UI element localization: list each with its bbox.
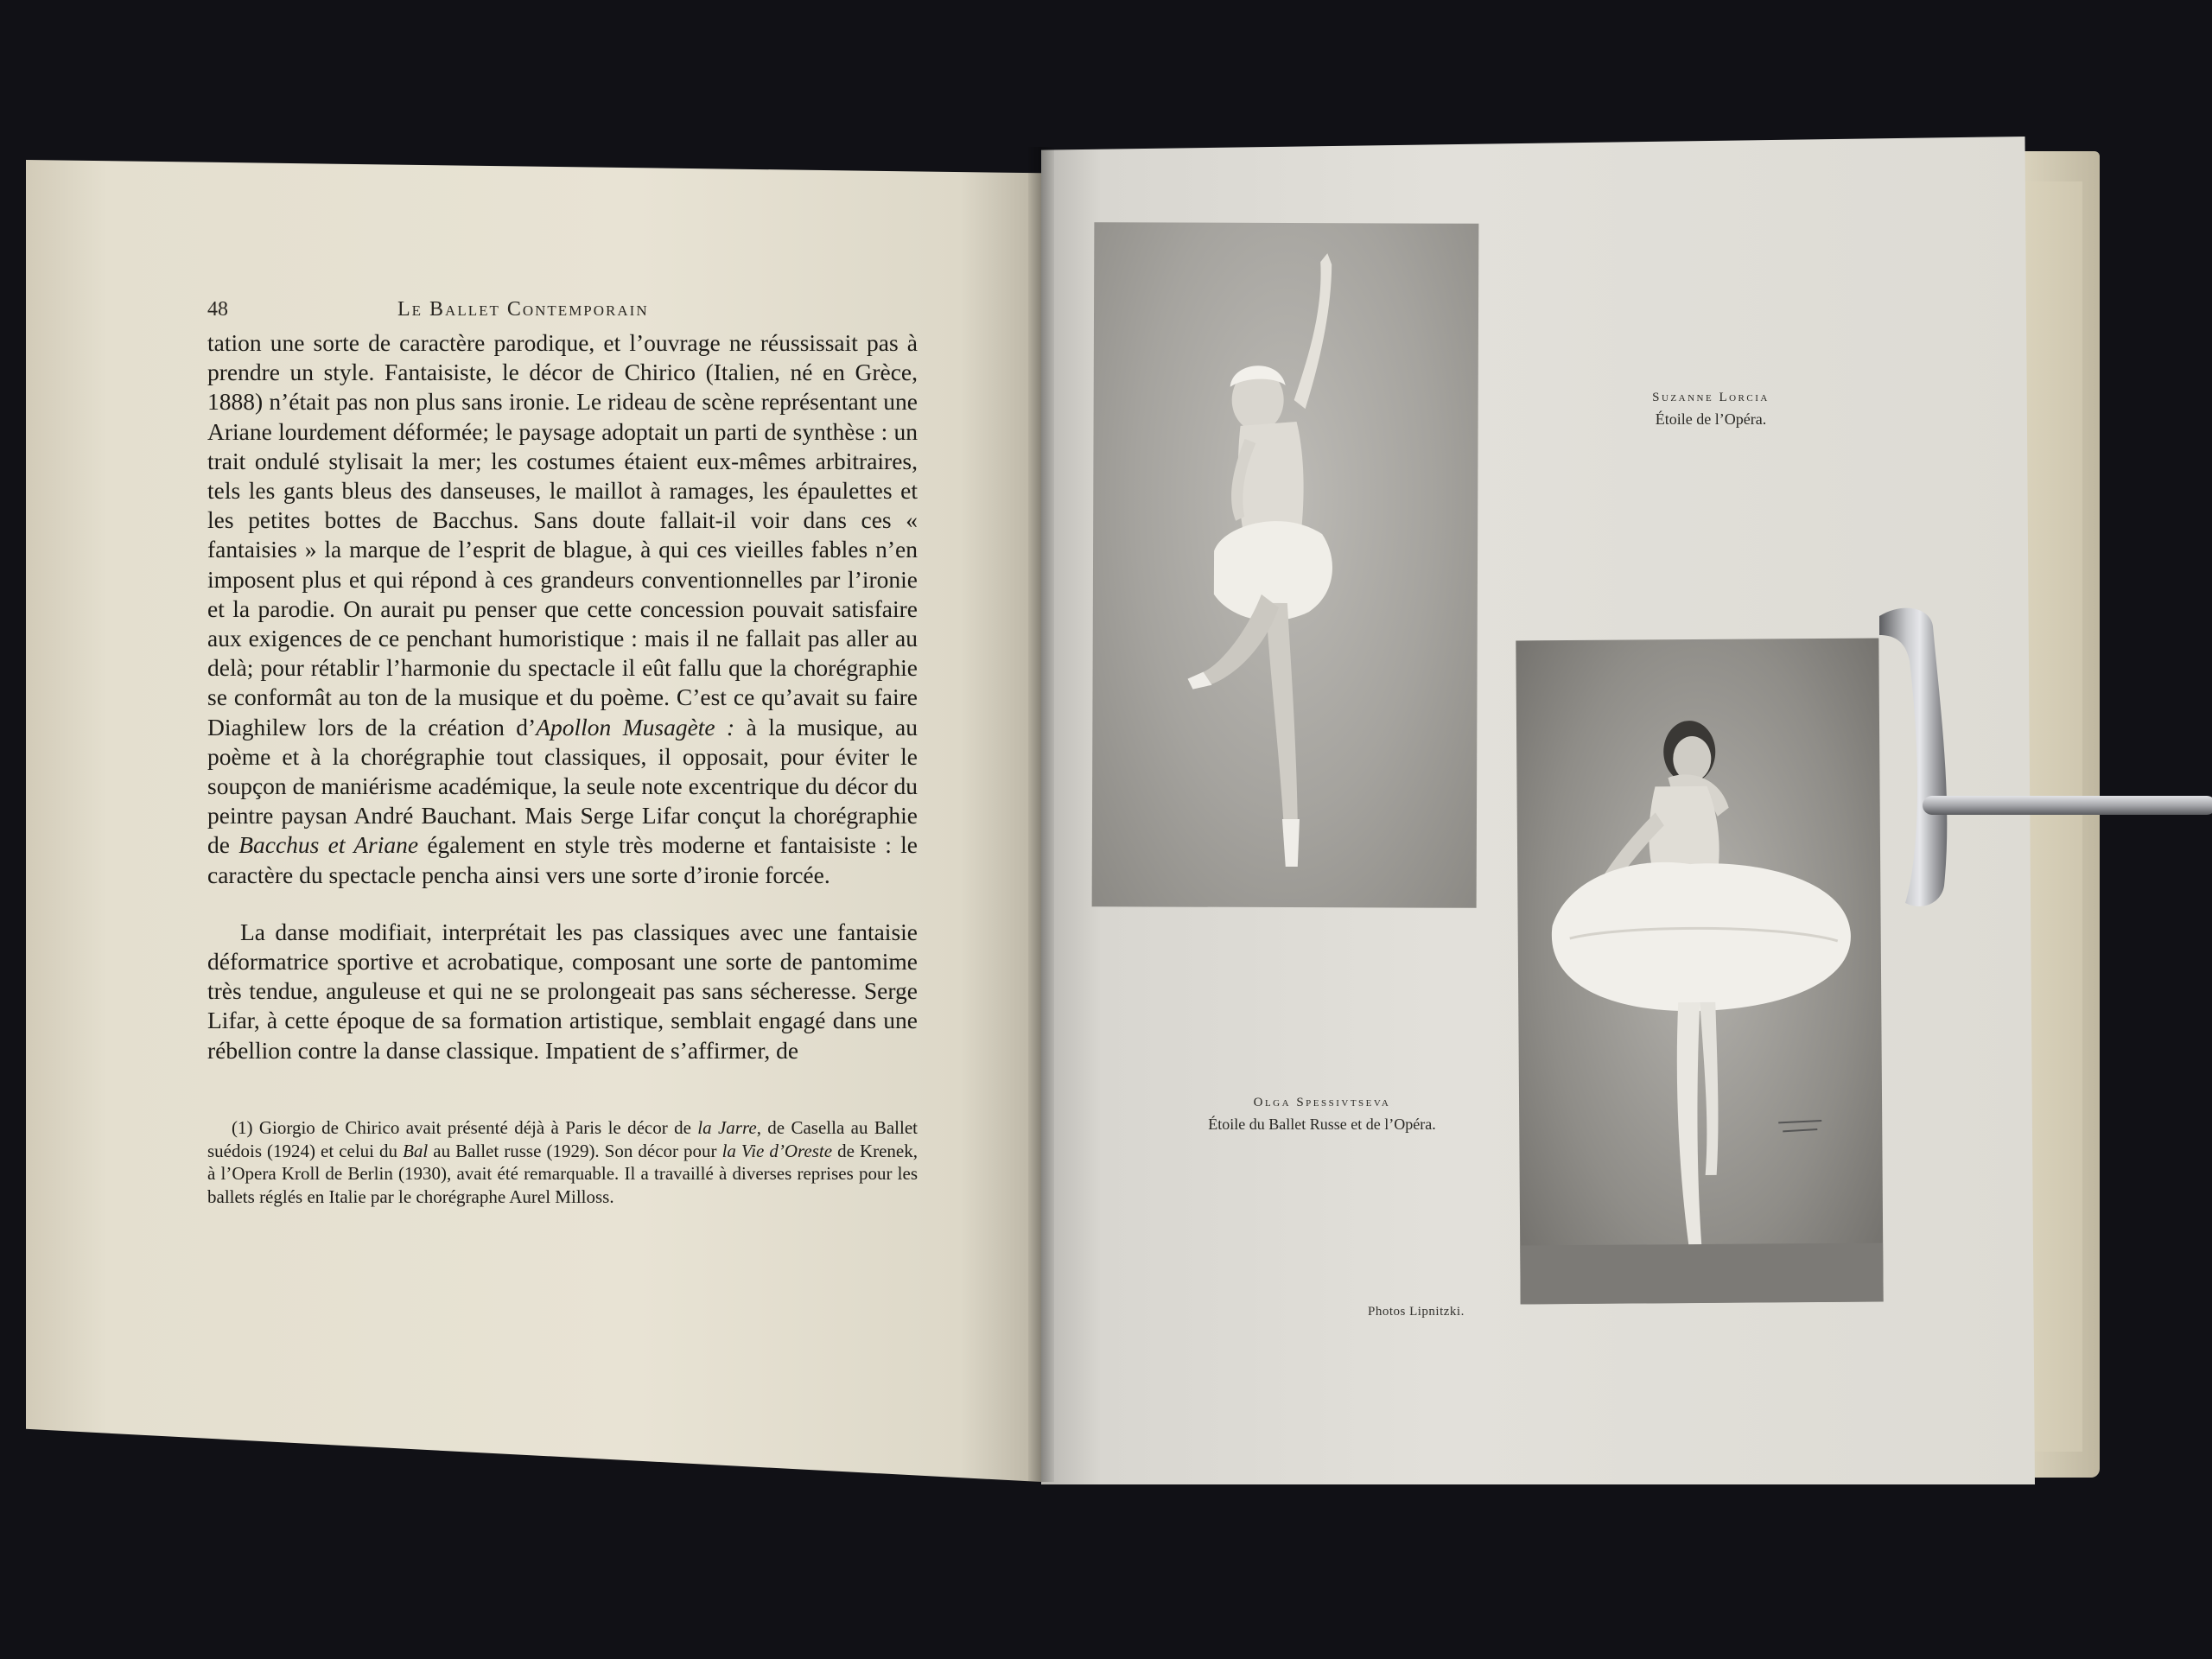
- photo-olga-spessivtseva: [1516, 639, 1883, 1305]
- text-run: tation une sorte de caractère parodique, et l’ouvrage ne réussissait pas à prendre un style. Fantaisiste, le décor de Chirico (Italien, né en Grèce, 1888) n’était pas non plus sans ironie. Le rideau de scène représentant une Ariane lourdement déformée; le paysage adoptait un parti de synthèse : un trait ondulé stylisait la mer; les costumes étaient eux-mêmes arbitraires, tels les gants bleus des danseuses, le maillot à ramages, les épaulettes et les petites bottes de Bacchus. Sans doute fallait-il voir dans ces « fantaisies » la marque de l’esprit de blague, à qui ces vieilles fables n’en imposent plus et qui répond à ces grandeurs conventionnelles par l’ironie et la parodie. On aurait pu penser que cette concession pouvait satisfaire aux exigences de ce penchant humoristique : mais il ne fallait pas aller au delà; pour rétablir l’harmonie du spectacle il eût fallu que la chorégraphie se conformât au ton de la musique et du poème. C’est ce qu’avait su faire Diaghilew lors de la création d’: [207, 329, 918, 741]
- running-title: Le Ballet Contemporain: [397, 298, 649, 321]
- body-text: [207, 328, 918, 1065]
- paragraph-1: [207, 328, 918, 890]
- text-run: (1) Giorgio de Chirico avait présenté déjà à Paris le décor de: [232, 1117, 698, 1138]
- italic-title: la Vie d’Oreste: [721, 1140, 833, 1161]
- text-run: à la musique, au poème et à la chorégraphie tout classiques, il opposait, pour éviter le soupçon de maniérisme académique, la seule note excentrique du décor du peintre paysan André Bauchant. Mais Serge Lifar conçut la chorégraphie de: [207, 713, 918, 859]
- caption-olga-spessivtseva: [1132, 1096, 1512, 1134]
- text-run: également en style très moderne et fantaisiste : le caractère du spectacle pencha ainsi vers une sorte d’ironie forcée.: [207, 831, 918, 888]
- text-run: au Ballet russe (1929). Son décor pour: [428, 1140, 722, 1161]
- italic-title: Bacchus et Ariane: [238, 831, 419, 859]
- footnote-text: [207, 1116, 918, 1208]
- paragraph-2: La danse modifiait, interprétait les pas classiques avec une fantaisie déformatrice sportive et acrobatique, composant une sorte de pantomime très tendue, anguleuse et qui ne se prolongeait pas sans sécheresse. Serge Lifar, à cette époque de sa formation artistique, semblait engagé dans une rébellion contre la danse classique. Impatient de s’affirmer, de: [207, 918, 918, 1064]
- binder-clip: [1871, 601, 2212, 1033]
- caption-name: Suzanne Lorcia: [1652, 391, 1770, 404]
- text-run: , de Casella au Ballet suédois (1924) et celui du: [207, 1117, 918, 1161]
- italic-title: Bal: [403, 1140, 429, 1161]
- book-gutter: [1028, 147, 1054, 1482]
- text-run: de Krenek, à l’Opera Kroll de Berlin (1930), avait été remarquable. Il a travaillé à diverses reprises pour les ballets réglés en Italie par le chorégraphe Aurel Milloss.: [207, 1140, 918, 1207]
- caption-suzanne-lorcia: [1538, 391, 1884, 429]
- photo-suzanne-lorcia: [1092, 222, 1479, 908]
- photo-credit: Photos Lipnitzki.: [1368, 1305, 1465, 1319]
- footnote: [207, 1116, 918, 1208]
- caption-name: Olga Spessivtseva: [1253, 1096, 1391, 1109]
- page-number: 48: [207, 298, 228, 321]
- italic-title: la Jarre: [697, 1117, 757, 1138]
- caption-role: Étoile de l’Opéra.: [1655, 410, 1767, 428]
- italic-title: Apollon Musagète :: [536, 713, 735, 741]
- caption-role: Étoile du Ballet Russe et de l’Opéra.: [1208, 1116, 1436, 1133]
